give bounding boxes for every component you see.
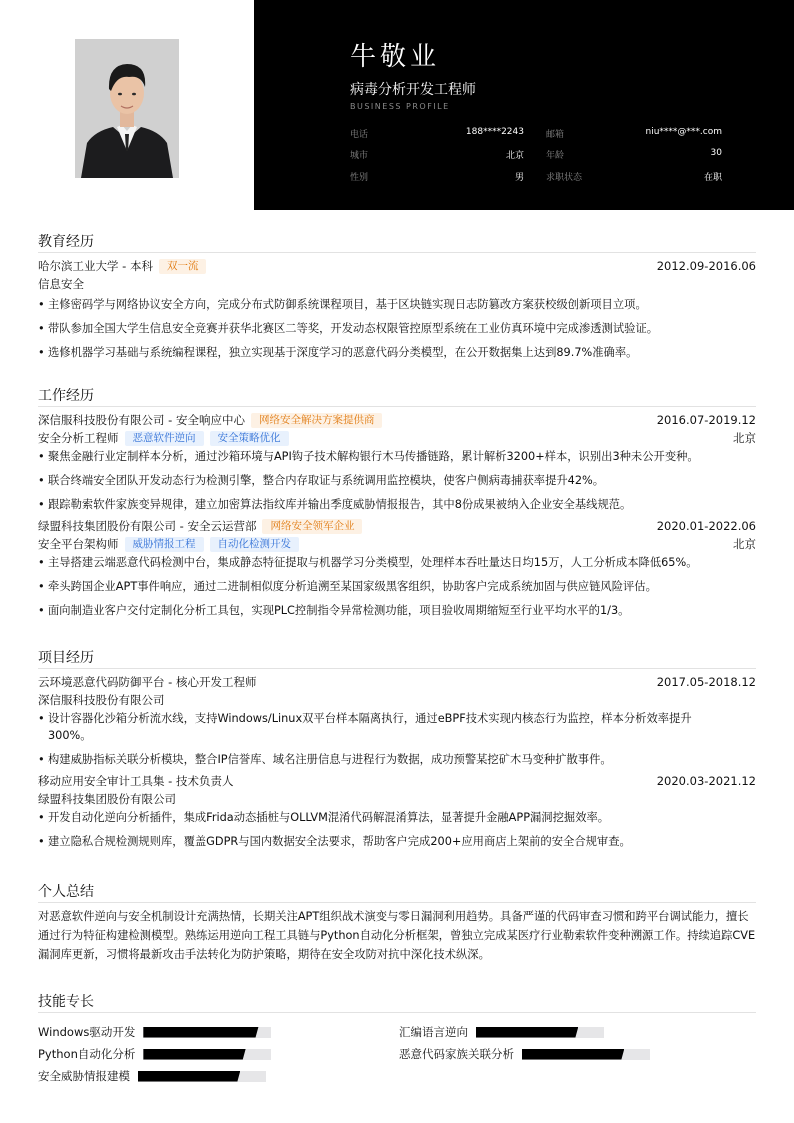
skill-item <box>399 1023 604 1041</box>
summary-text: 对恶意软件逆向与安全机制设计充满热情，长期关注APT组织战术演变与零日漏洞利用趋势。具备严谨的代码审查习惯和跨平台调试能力，擅长通过行为特征构建检测模型。熟练运用逆向工程工具链与Python自动化分析框架，曾独立完成某医疗行业勒索软件变种溯源工作。持续追踪CVE漏洞库更新，习惯将最新攻击手法转化为防护策略，期待在安全攻防对抗中深化技术纵深。 <box>38 910 756 961</box>
info-label: 电话 <box>350 130 369 140</box>
project-row <box>38 673 756 691</box>
info-label: 城市 <box>350 151 369 161</box>
list-item: • 开发自动化逆向分析插件，集成Frida动态插桩与OLLVM混淆代码解混淆算法，显著提升金融APP漏洞挖掘效率。 <box>38 809 756 826</box>
age-value: 30 <box>710 148 722 158</box>
role-tag: 恶意软件逆向 <box>125 431 204 446</box>
profile-header <box>254 0 794 210</box>
skills-list <box>38 1017 756 1087</box>
info-row <box>350 148 722 162</box>
project-bullets <box>38 710 756 768</box>
summary-section <box>38 883 756 964</box>
section-title: 教育经历 <box>38 233 756 253</box>
info-label: 邮箱 <box>546 130 565 140</box>
project-date: 2020.03-2021.12 <box>656 774 756 788</box>
list-item: • 牵头跨国企业APT事件响应，通过二进制相似度分析追溯至某国家级黑客组织，协助客户完成系统加固与供应链风险评估。 <box>38 578 756 595</box>
info-row <box>350 127 722 141</box>
school-name: 哈尔滨工业大学 - 本科 <box>38 259 153 273</box>
skill-name: Python自动化分析 <box>38 1047 136 1061</box>
work-section <box>38 387 756 626</box>
candidate-name: 牛敬业 <box>350 42 441 72</box>
role-row <box>38 535 756 553</box>
education-row <box>38 257 756 275</box>
project-name: 云环境恶意代码防御平台 - 核心开发工程师 <box>38 675 257 689</box>
job-row <box>38 517 756 535</box>
skill-bar <box>522 1049 650 1060</box>
skill-name: Windows驱动开发 <box>38 1025 136 1039</box>
school-tag: 双一流 <box>159 259 207 274</box>
skill-bar <box>138 1071 266 1082</box>
job-date: 2016.07-2019.12 <box>656 413 756 427</box>
project-org: 绿盟科技集团股份有限公司 <box>38 792 176 806</box>
project-date: 2017.05-2018.12 <box>656 675 756 689</box>
skill-bar-fill <box>476 1027 578 1038</box>
list-item: • 面向制造业客户交付定制化分析工具包，实现PLC控制指令异常检测功能，项目验收周期缩短至行业平均水平的1/3。 <box>38 602 756 619</box>
skill-item <box>38 1023 271 1041</box>
avatar-photo <box>75 39 179 178</box>
section-title: 项目经历 <box>38 649 756 669</box>
skill-name: 安全威胁情报建模 <box>38 1069 130 1083</box>
company-tag: 网络安全领军企业 <box>262 519 362 534</box>
skill-name: 汇编语言逆向 <box>399 1025 468 1039</box>
job-location: 北京 <box>733 537 756 551</box>
skill-item <box>38 1045 271 1063</box>
company-name: 绿盟科技集团股份有限公司 - 安全云运营部 <box>38 519 257 533</box>
city-value: 北京 <box>505 151 524 161</box>
job-location: 北京 <box>733 431 756 445</box>
project-name: 移动应用安全审计工具集 - 技术负责人 <box>38 774 234 788</box>
job-row <box>38 411 756 429</box>
job-status-value: 在职 <box>703 173 722 183</box>
project-row <box>38 772 756 790</box>
education-bullets <box>38 296 756 361</box>
skill-item <box>399 1045 650 1063</box>
email-value: niu****@***.com <box>645 127 722 137</box>
phone-value: 188****2243 <box>465 127 524 137</box>
role-tag: 威胁情报工程 <box>125 537 204 552</box>
job-title: 病毒分析开发工程师 <box>350 82 476 98</box>
skill-name: 恶意代码家族关联分析 <box>399 1047 514 1061</box>
gender-value: 男 <box>514 173 524 183</box>
section-title: 工作经历 <box>38 387 756 407</box>
role-name: 安全平台架构师 <box>38 537 119 551</box>
project-org: 深信服科技股份有限公司 <box>38 693 165 707</box>
profile-tag: BUSINESS PROFILE <box>350 102 450 111</box>
list-item: • 带队参加全国大学生信息安全竞赛并获华北赛区二等奖，开发动态权限管控原型系统在工业仿真环境中完成渗透测试验证。 <box>38 320 756 337</box>
person-portrait-icon <box>75 39 179 178</box>
job-date: 2020.01-2022.06 <box>656 519 756 533</box>
list-item: • 构建威胁指标关联分析模块，整合IP信誉库、域名注册信息与进程行为数据，成功预警某挖矿木马变种扩散事件。 <box>38 751 756 768</box>
skill-item <box>38 1067 266 1085</box>
list-item: • 选修机器学习基础与系统编程课程，独立实现基于深度学习的恶意代码分类模型，在公开数据集上达到89.7%准确率。 <box>38 344 756 361</box>
skill-bar-fill <box>143 1049 245 1060</box>
section-title: 技能专长 <box>38 993 756 1013</box>
skill-bar-fill <box>143 1027 258 1038</box>
role-name: 安全分析工程师 <box>38 431 119 445</box>
skill-bar-fill <box>138 1071 240 1082</box>
list-item: • 主修密码学与网络协议安全方向，完成分布式防御系统课程项目，基于区块链实现日志防篡改方案获校级创新项目立项。 <box>38 296 756 313</box>
job-bullets <box>38 554 756 619</box>
education-date: 2012.09-2016.06 <box>656 259 756 273</box>
list-item: • 主导搭建云端恶意代码检测中台，集成静态特征提取与机器学习分类模型，处理样本吞吐量达日均15万，人工分析成本降低65%。 <box>38 554 756 571</box>
projects-section <box>38 649 756 857</box>
role-tag: 自动化检测开发 <box>210 537 300 552</box>
education-section <box>38 233 756 368</box>
major: 信息安全 <box>38 277 84 291</box>
info-label: 性别 <box>350 173 369 183</box>
list-item: • 聚焦金融行业定制样本分析，通过沙箱环境与API钩子技术解构银行木马传播链路，累计解析3200+样本，识别出3种未公开变种。 <box>38 448 756 465</box>
skill-bar <box>143 1027 271 1038</box>
role-row <box>38 429 756 447</box>
list-item: • 联合终端安全团队开发动态行为检测引擎，整合内存取证与系统调用监控模块，使客户侧病毒捕获率提升42%。 <box>38 472 756 489</box>
info-row <box>350 170 722 184</box>
section-title: 个人总结 <box>38 883 756 903</box>
info-label: 求职状态 <box>546 173 583 183</box>
company-tag: 网络安全解决方案提供商 <box>251 413 383 428</box>
skills-section <box>38 993 756 1087</box>
role-tag: 安全策略优化 <box>210 431 289 446</box>
project-bullets <box>38 809 756 850</box>
list-item: • 跟踪勒索软件家族变异规律，建立加密算法指纹库并输出季度威胁情报报告，其中8份成果被纳入企业安全基线规范。 <box>38 496 756 513</box>
list-item: • 建立隐私合规检测规则库，覆盖GDPR与国内数据安全法要求，帮助客户完成200+应用商店上架前的安全合规审查。 <box>38 833 756 850</box>
skill-bar <box>476 1027 604 1038</box>
skill-bar <box>143 1049 271 1060</box>
list-item: • 设计容器化沙箱分析流水线，支持Windows/Linux双平台样本隔离执行，通过eBPF技术实现内核态行为监控，样本分析效率提升300%。 <box>38 710 756 744</box>
company-name: 深信服科技股份有限公司 - 安全响应中心 <box>38 413 245 427</box>
job-bullets <box>38 448 756 513</box>
info-label: 年龄 <box>546 151 565 161</box>
skill-bar-fill <box>522 1049 624 1060</box>
